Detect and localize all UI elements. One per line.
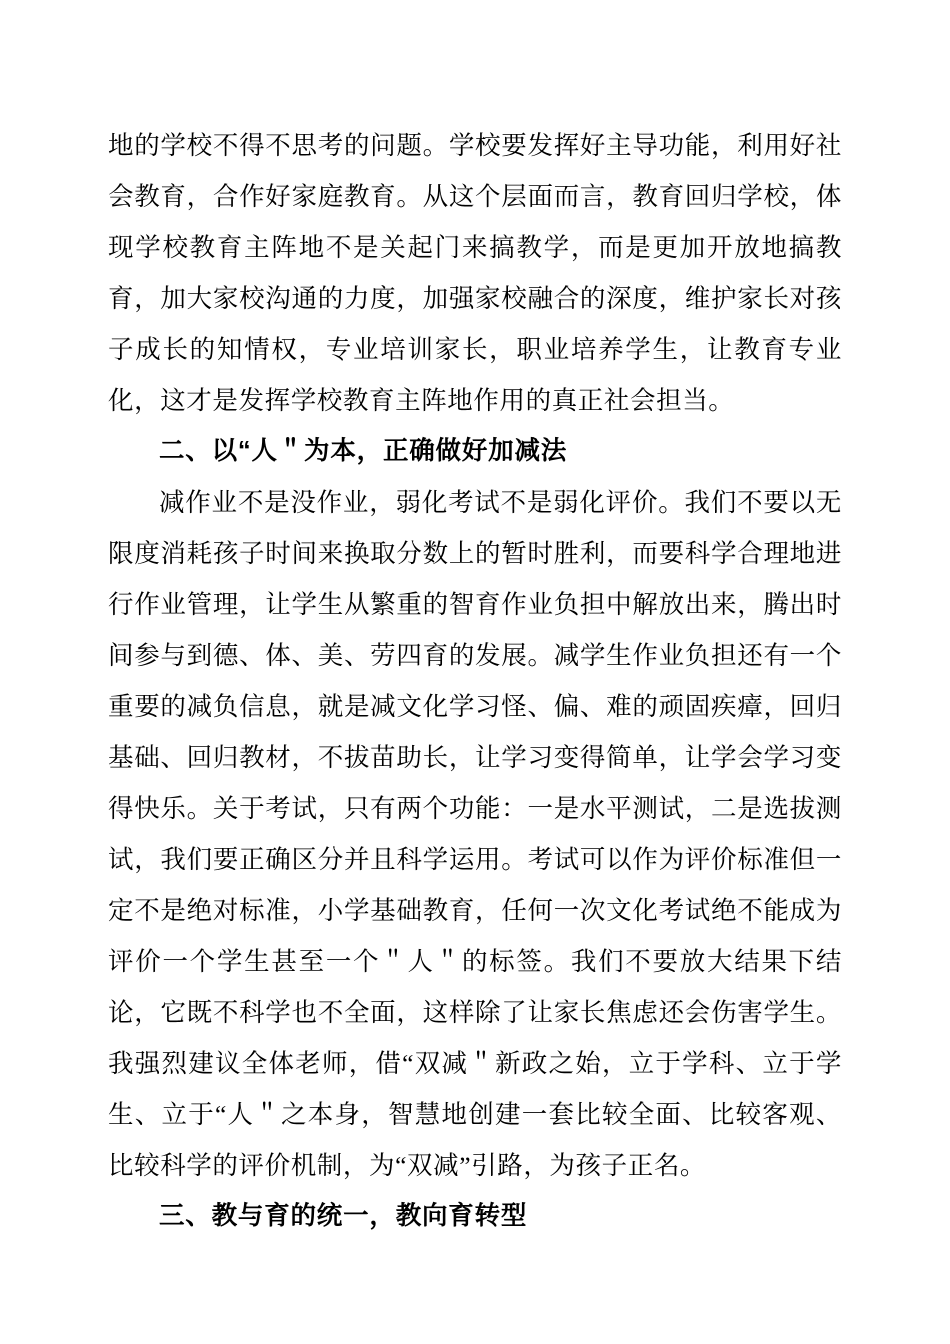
document-body [108,120,842,1242]
paragraph-section-two-body: 减作业不是没作业，弱化考试不是弱化评价。我们不要以无限度消耗孩子时间来换取分数上的暂时胜利，而要科学合理地进行作业管理，让学生从繁重的智育作业负担中解放出来，腾出时间参与到德、体、美、劳四育的发展。减学生作业负担还有一个重要的减负信息，就是减文化学习怪、偏、难的顽固疾瘴，回归基础、回归教材，不拔苗助长，让学习变得简单，让学会学习变得快乐。关于考试，只有两个功能：一是水平测试，二是选拔测试，我们要正确区分并且科学运用。考试可以作为评价标准但一定不是绝对标准，小学基础教育，任何一次文化考试绝不能成为评价一个学生甚至一个＂人＂的标签。我们不要放大结果下结论，它既不科学也不全面，这样除了让家长焦虑还会伤害学生。我强烈建议全体老师，借“双减＂新政之始，立于学科、立于学生、立于“人＂之本身，智慧地创建一套比较全面、比较客观、比较科学的评价机制，为“双减”引路，为孩子正名。 [108,488,842,1180]
section-heading-three: 三、教与育的统一，教向育转型 [159,1202,528,1230]
paragraph-continuation: 地的学校不得不思考的问题。学校要发挥好主导功能，利用好社会教育，合作好家庭教育。从这个层面而言，教育回归学校，体现学校教育主阵地不是关起门来搞教学，而是更加开放地搞教育，加大家校沟通的力度，加强家校融合的深度，维护家长对孩子成长的知情权，专业培训家长，职业培养学生，让教育专业化，这才是发挥学校教育主阵地作用的真正社会担当。 [108,131,842,415]
section-heading-two: 二、以“人＂为本，正确做好加减法 [159,437,568,465]
